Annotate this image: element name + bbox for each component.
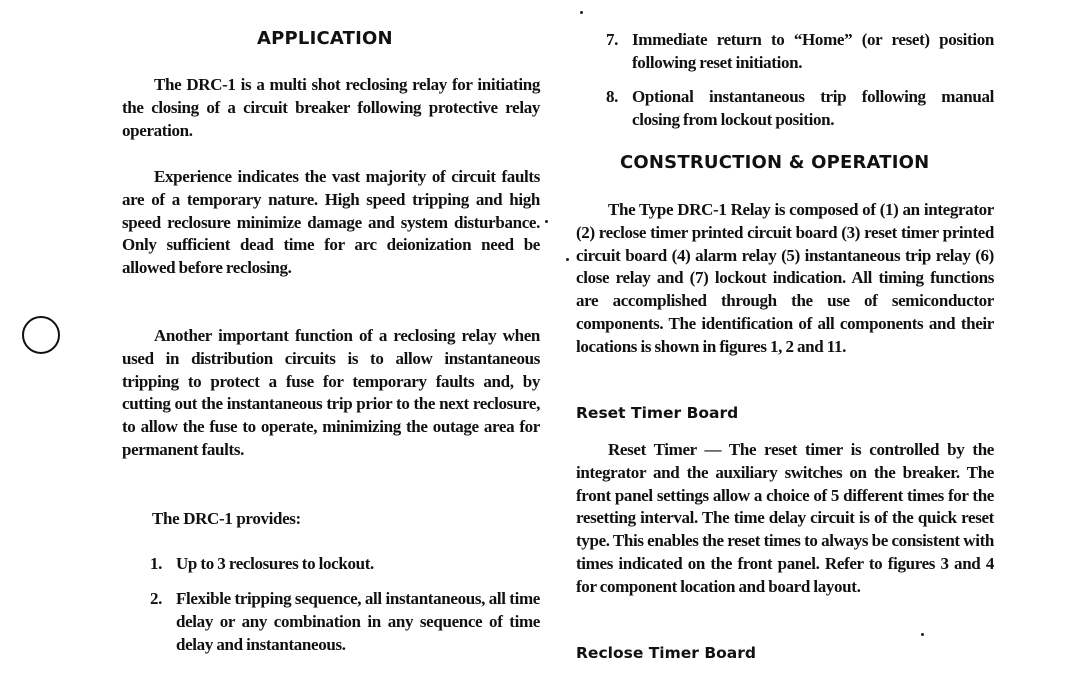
feature-item-7 bbox=[606, 29, 994, 75]
scan-speck bbox=[566, 258, 569, 261]
binder-hole-mark bbox=[22, 316, 60, 354]
item-number: 2. bbox=[150, 589, 163, 608]
item-text: Up to 3 reclosures to lockout. bbox=[176, 554, 374, 573]
construction-paragraph: The Type DRC-1 Relay is composed of (1) an integrator (2) reclose timer printed circuit board (3) reset timer printed circuit board (4) alarm relay (5) instantaneous trip relay (6) close relay and (7) lockout indication. All timing functions are accomplished through the use of semiconductor components. The identification of all components and their locations is shown in figures 1, 2 and 11. bbox=[576, 200, 994, 356]
item-number: 8. bbox=[606, 87, 619, 106]
reclose-timer-heading: Reclose Timer Board bbox=[576, 644, 756, 662]
application-heading: APPLICATION bbox=[257, 28, 393, 49]
item-text: Optional instantaneous trip following manual closing from lockout position. bbox=[632, 87, 994, 129]
construction-heading: CONSTRUCTION & OPERATION bbox=[620, 152, 930, 173]
item-number: 1. bbox=[150, 554, 163, 573]
scan-speck bbox=[921, 633, 924, 636]
reset-timer-paragraph: Reset Timer — The reset timer is controlled by the integrator and the auxiliary switches on the breaker. The front panel settings allow a choice of 5 different times for the resetting interval. The time delay circuit is of the quick reset type. This enables the reset times to always be consistent with times indicated on the front panel. Refer to figures 3 and 4 for component location and board layout. bbox=[576, 440, 994, 596]
application-paragraph-2: Experience indicates the vast majority of circuit faults are of a temporary nature. High speed tripping and high speed reclosure minimize damage and system disturbance. Only sufficient dead time for arc deionization need be allowed before reclosing. bbox=[122, 167, 540, 278]
provides-item-2 bbox=[150, 588, 540, 656]
item-number: 7. bbox=[606, 30, 619, 49]
scan-speck bbox=[545, 220, 548, 223]
scan-speck bbox=[580, 11, 583, 14]
feature-item-8 bbox=[606, 86, 994, 132]
provides-item-1 bbox=[150, 553, 540, 576]
item-text: Immediate return to “Home” (or reset) position following reset initiation. bbox=[632, 30, 994, 72]
application-paragraph-1: The DRC-1 is a multi shot reclosing relay for initiating the closing of a circuit breaker following protective relay operation. bbox=[122, 75, 540, 140]
item-text: Flexible tripping sequence, all instantaneous, all time delay or any combination in any sequence of time delay and instantaneous. bbox=[176, 589, 540, 654]
application-paragraph-3: Another important function of a reclosing relay when used in distribution circuits is to allow instantaneous tripping to protect a fuse for temporary faults and, by cutting out the instantaneous trip prior to the next reclosure, to allow the fuse to operate, minimizing the outage area for permanent faults. bbox=[122, 326, 540, 459]
reset-timer-heading: Reset Timer Board bbox=[576, 404, 739, 422]
provides-intro: The DRC-1 provides: bbox=[152, 509, 301, 528]
